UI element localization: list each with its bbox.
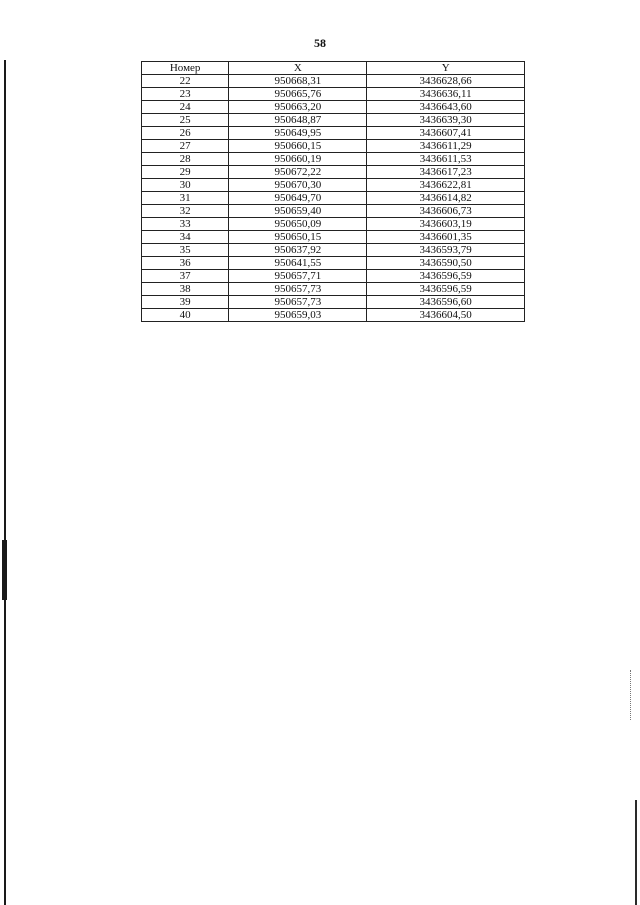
cell-x: 950659,40 [229,205,367,218]
cell-number: 39 [142,296,229,309]
cell-y: 3436611,53 [367,153,525,166]
cell-x: 950637,92 [229,244,367,257]
table-row [142,309,525,322]
cell-x: 950657,73 [229,296,367,309]
cell-x: 950641,55 [229,257,367,270]
cell-y: 3436596,60 [367,296,525,309]
scan-edge-mark [2,540,7,600]
cell-x: 950665,76 [229,88,367,101]
cell-y: 3436611,29 [367,140,525,153]
table-row [142,179,525,192]
cell-y: 3436628,66 [367,75,525,88]
table-row [142,270,525,283]
cell-y: 3436636,11 [367,88,525,101]
table-body [142,75,525,322]
page-number: 58 [314,36,326,50]
cell-x: 950649,70 [229,192,367,205]
cell-x: 950659,03 [229,309,367,322]
cell-x: 950657,73 [229,283,367,296]
table-row [142,88,525,101]
table-header-row [142,62,525,75]
cell-y: 3436617,23 [367,166,525,179]
column-header-x: X [229,62,367,75]
cell-y: 3436607,41 [367,127,525,140]
table-row [142,244,525,257]
column-header-y: Y [367,62,525,75]
cell-x: 950648,87 [229,114,367,127]
table-row [142,296,525,309]
cell-y: 3436596,59 [367,283,525,296]
table-row [142,231,525,244]
scan-edge-right [635,800,637,905]
scan-edge-left [4,60,6,905]
cell-number: 27 [142,140,229,153]
coordinates-table [141,61,525,322]
cell-x: 950650,09 [229,218,367,231]
cell-number: 26 [142,127,229,140]
cell-number: 28 [142,153,229,166]
scan-noise [630,670,632,720]
cell-y: 3436606,73 [367,205,525,218]
table-row [142,166,525,179]
cell-y: 3436614,82 [367,192,525,205]
table-row [142,140,525,153]
cell-y: 3436593,79 [367,244,525,257]
cell-number: 31 [142,192,229,205]
table-row [142,75,525,88]
cell-number: 30 [142,179,229,192]
cell-number: 32 [142,205,229,218]
cell-x: 950660,15 [229,140,367,153]
cell-x: 950663,20 [229,101,367,114]
cell-number: 33 [142,218,229,231]
table-row [142,101,525,114]
cell-y: 3436590,50 [367,257,525,270]
table-row [142,283,525,296]
table-row [142,153,525,166]
cell-x: 950650,15 [229,231,367,244]
cell-number: 25 [142,114,229,127]
cell-x: 950649,95 [229,127,367,140]
column-header-number: Номер [142,62,229,75]
table-row [142,114,525,127]
table-row [142,205,525,218]
cell-x: 950657,71 [229,270,367,283]
table-row [142,218,525,231]
cell-x: 950672,22 [229,166,367,179]
cell-y: 3436601,35 [367,231,525,244]
cell-number: 22 [142,75,229,88]
cell-number: 40 [142,309,229,322]
cell-x: 950670,30 [229,179,367,192]
cell-y: 3436603,19 [367,218,525,231]
cell-y: 3436639,30 [367,114,525,127]
cell-number: 37 [142,270,229,283]
cell-number: 29 [142,166,229,179]
cell-x: 950660,19 [229,153,367,166]
cell-number: 24 [142,101,229,114]
cell-number: 23 [142,88,229,101]
table-row [142,192,525,205]
cell-number: 36 [142,257,229,270]
table-row [142,127,525,140]
cell-number: 34 [142,231,229,244]
cell-number: 38 [142,283,229,296]
cell-number: 35 [142,244,229,257]
table-row [142,257,525,270]
cell-y: 3436622,81 [367,179,525,192]
cell-x: 950668,31 [229,75,367,88]
cell-y: 3436596,59 [367,270,525,283]
cell-y: 3436604,50 [367,309,525,322]
cell-y: 3436643,60 [367,101,525,114]
